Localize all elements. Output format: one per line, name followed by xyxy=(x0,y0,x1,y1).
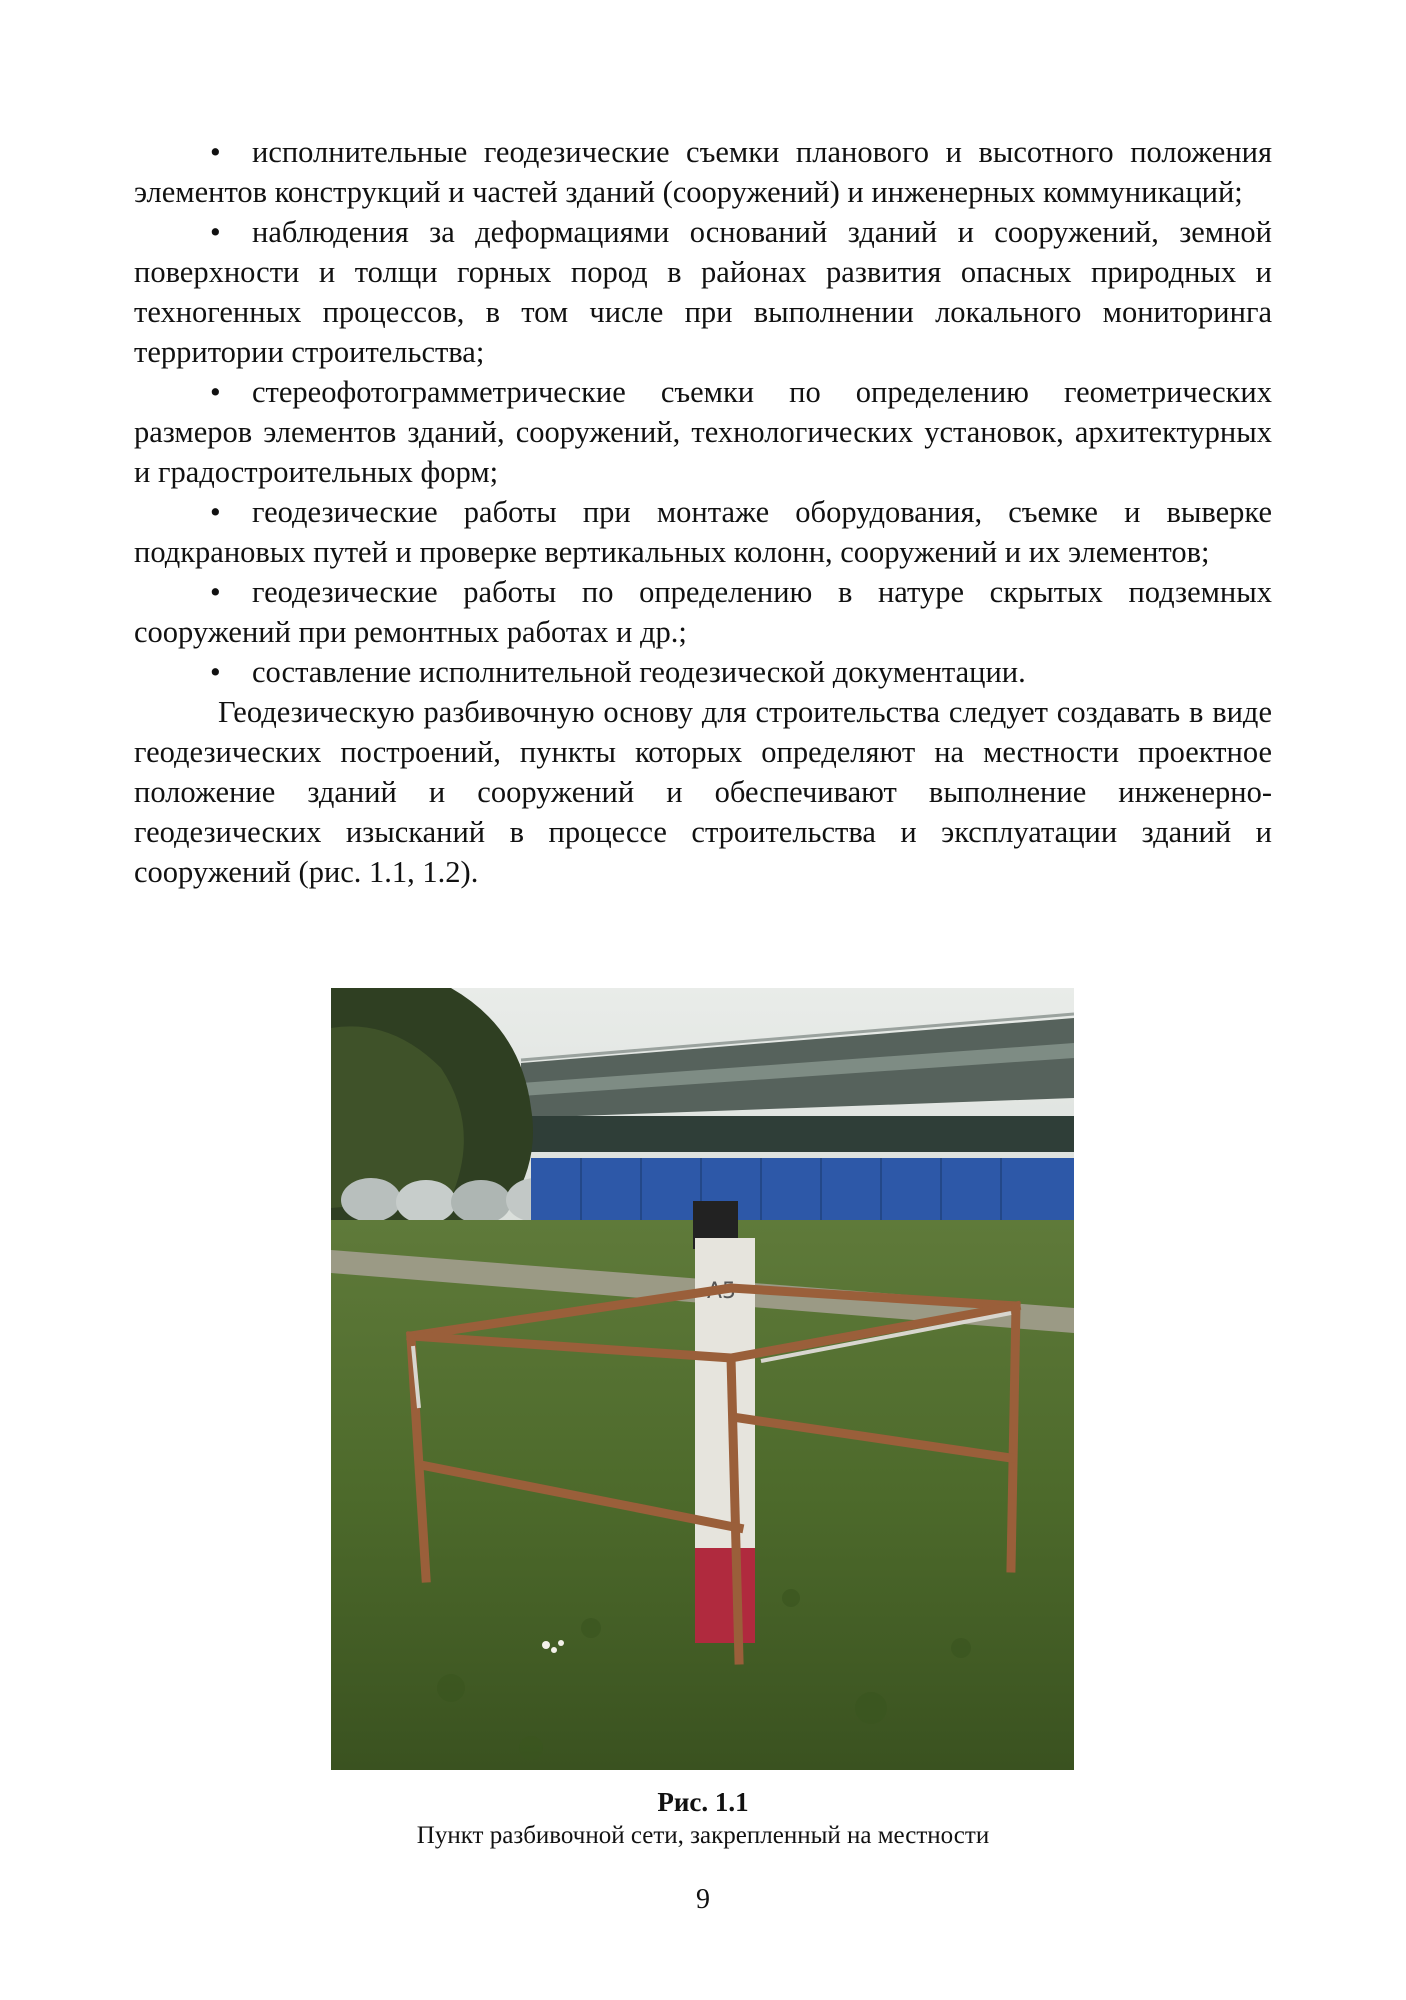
bullet-icon: • xyxy=(210,575,221,609)
bullet-icon: • xyxy=(210,655,221,689)
bullet-text: стереофотограмметрические съемки по определению геометрических размеров элементов зданий, сооружений, технологических установок, архитектурных и градостроительных форм; xyxy=(134,375,1272,489)
figure-photo xyxy=(331,988,1074,1770)
bullet-item xyxy=(134,572,1272,652)
body-paragraph: Геодезическую разбивочную основу для строительства следует создавать в виде геодезических построений, пункты которых определяют на местности проектное положение зданий и сооружений и обеспечивают выполнение инженерно-геодезических изысканий в процессе строительства и эксплуатации зданий и сооружений (рис. 1.1, 1.2). xyxy=(134,695,1272,889)
bullet-text: геодезические работы при монтаже оборудования, съемке и выверке подкрановых путей и проверке вертикальных колонн, сооружений и их элементов; xyxy=(134,495,1272,569)
bullet-icon: • xyxy=(210,375,221,409)
bullet-text: составление исполнительной геодезической документации. xyxy=(252,655,1026,689)
survey-point-photo xyxy=(331,988,1074,1770)
bullet-item xyxy=(134,212,1272,372)
bullet-item xyxy=(134,132,1272,212)
bullet-item xyxy=(134,372,1272,492)
bullet-text: геодезические работы по определению в натуре скрытых подземных сооружений при ремонтных работах и др.; xyxy=(134,575,1272,649)
bullet-icon: • xyxy=(210,135,221,169)
body-text xyxy=(134,132,1272,892)
figure-label: Рис. 1.1 xyxy=(657,1787,749,1817)
bullet-item xyxy=(134,652,1272,692)
bullet-text: наблюдения за деформациями оснований зданий и сооружений, земной поверхности и толщи горных пород в районах развития опасных природных и техногенных процессов, в том числе при выполнении локального мониторинга территории строительства; xyxy=(134,215,1272,369)
page-number: 9 xyxy=(696,1884,710,1915)
figure-caption: Пункт разбивочной сети, закрепленный на местности xyxy=(416,1822,990,1849)
post-label: А5 xyxy=(707,1279,737,1304)
bullet-icon: • xyxy=(210,215,221,249)
bullet-text: исполнительные геодезические съемки планового и высотного положения элементов конструкций и частей зданий (сооружений) и инженерных коммуникаций; xyxy=(134,135,1272,209)
bullet-icon: • xyxy=(210,495,221,529)
bullet-item xyxy=(134,492,1272,572)
